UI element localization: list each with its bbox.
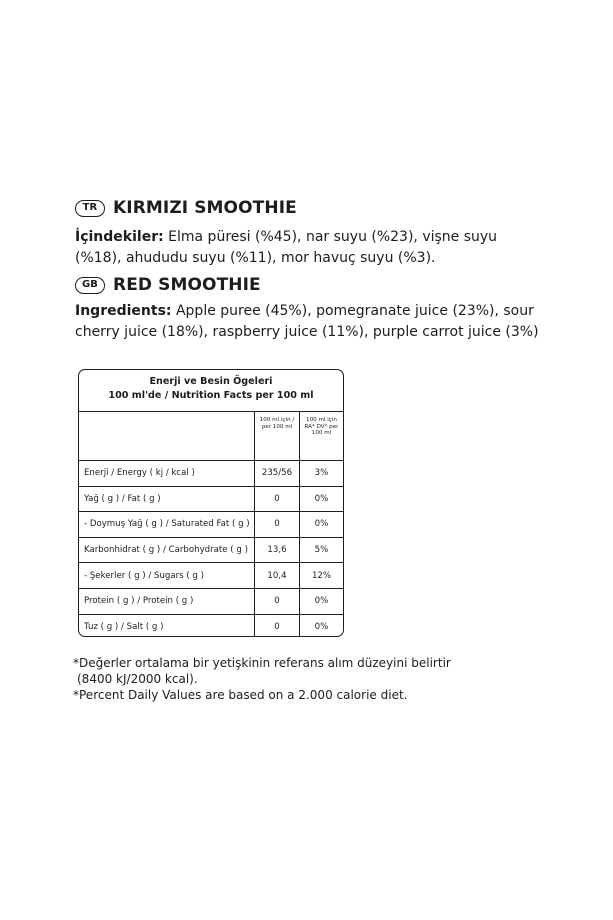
- nutrient-value: 235/56: [255, 461, 300, 486]
- nutrient-label: - Şekerler ( g ) / Sugars ( g ): [79, 563, 255, 588]
- nutrient-ra: 0%: [314, 493, 329, 504]
- table-row: [79, 563, 343, 589]
- table-row: [79, 487, 343, 513]
- nutrient-label: Protein ( g ) / Protein ( g ): [79, 589, 255, 614]
- gb-ingredients: [75, 301, 545, 343]
- gb-ingredients-text: Apple puree (45%), pomegranate juice (23%), sour cherry juice (18%), raspberry juice (11%), purple carrot juice (3%): [75, 303, 539, 340]
- nutrient-label: Karbonhidrat ( g ) / Carbohydrate ( g ): [79, 538, 255, 563]
- nutrition-table-header: [79, 370, 343, 412]
- tr-ingredients-label: İçindekiler:: [75, 229, 164, 245]
- gb-ingredients-label: Ingredients:: [75, 303, 172, 319]
- nutrient-ra: 0%: [314, 596, 329, 607]
- nutrient-label: Enerji / Energy ( kj / kcal ): [79, 461, 255, 486]
- gb-product-title: RED SMOOTHIE: [113, 275, 261, 295]
- nutrition-column-headers: [79, 412, 343, 461]
- tr-product-title: KIRMIZI SMOOTHIE: [113, 198, 297, 218]
- tr-ingredients: [75, 227, 545, 269]
- nutrient-value: 13,6: [255, 538, 300, 563]
- nutrient-value: 0: [255, 615, 300, 637]
- column-header-ra: 100 ml için RA* DV* per 100 ml: [304, 417, 339, 437]
- nutrient-ra: 12%: [311, 570, 332, 581]
- nutrient-label: Yağ ( g ) / Fat ( g ): [79, 487, 255, 512]
- nutrient-ra: 0%: [314, 622, 329, 633]
- nutrient-value: 10,4: [255, 563, 300, 588]
- column-header-per100: 100 ml için / per 100 ml: [255, 412, 300, 460]
- table-row: [79, 461, 343, 487]
- nutrition-facts-table: [78, 369, 344, 637]
- footnote-reference-intake: *Değerler ortalama bir yetişkinin referans alım düzeyini belirtir: [73, 656, 451, 670]
- nutrient-ra: 5%: [314, 545, 329, 556]
- nutrient-value: 0: [255, 589, 300, 614]
- nutrient-label: - Doymuş Yağ ( g ) / Saturated Fat ( g ): [79, 512, 255, 537]
- gb-language-badge: GB: [75, 277, 105, 294]
- footnote-energy-reference: (8400 kJ/2000 kcal).: [77, 672, 198, 686]
- tr-ingredients-text: Elma püresi (%45), nar suyu (%23), vişne suyu (%18), ahududu suyu (%11), mor havuç suyu (%3).: [75, 229, 498, 266]
- nutrient-ra: 0%: [314, 519, 329, 530]
- nutrient-ra: 3%: [314, 468, 329, 479]
- table-row: [79, 615, 343, 637]
- tr-language-badge: TR: [75, 200, 105, 217]
- footnote-daily-values: *Percent Daily Values are based on a 2.000 calorie diet.: [73, 688, 408, 702]
- tr-section-title: [75, 198, 297, 218]
- nutrient-value: 0: [255, 487, 300, 512]
- table-row: [79, 538, 343, 564]
- footnotes: [73, 655, 553, 703]
- nutrient-value: 0: [255, 512, 300, 537]
- column-header-blank: [79, 412, 255, 460]
- table-row: [79, 512, 343, 538]
- gb-section-title: [75, 275, 261, 295]
- nutrition-title-line1: Enerji ve Besin Ögeleri: [149, 376, 273, 387]
- nutrition-title-line2: 100 ml'de / Nutrition Facts per 100 ml: [108, 390, 314, 401]
- table-row: [79, 589, 343, 615]
- nutrient-label: Tuz ( g ) / Salt ( g ): [79, 615, 255, 637]
